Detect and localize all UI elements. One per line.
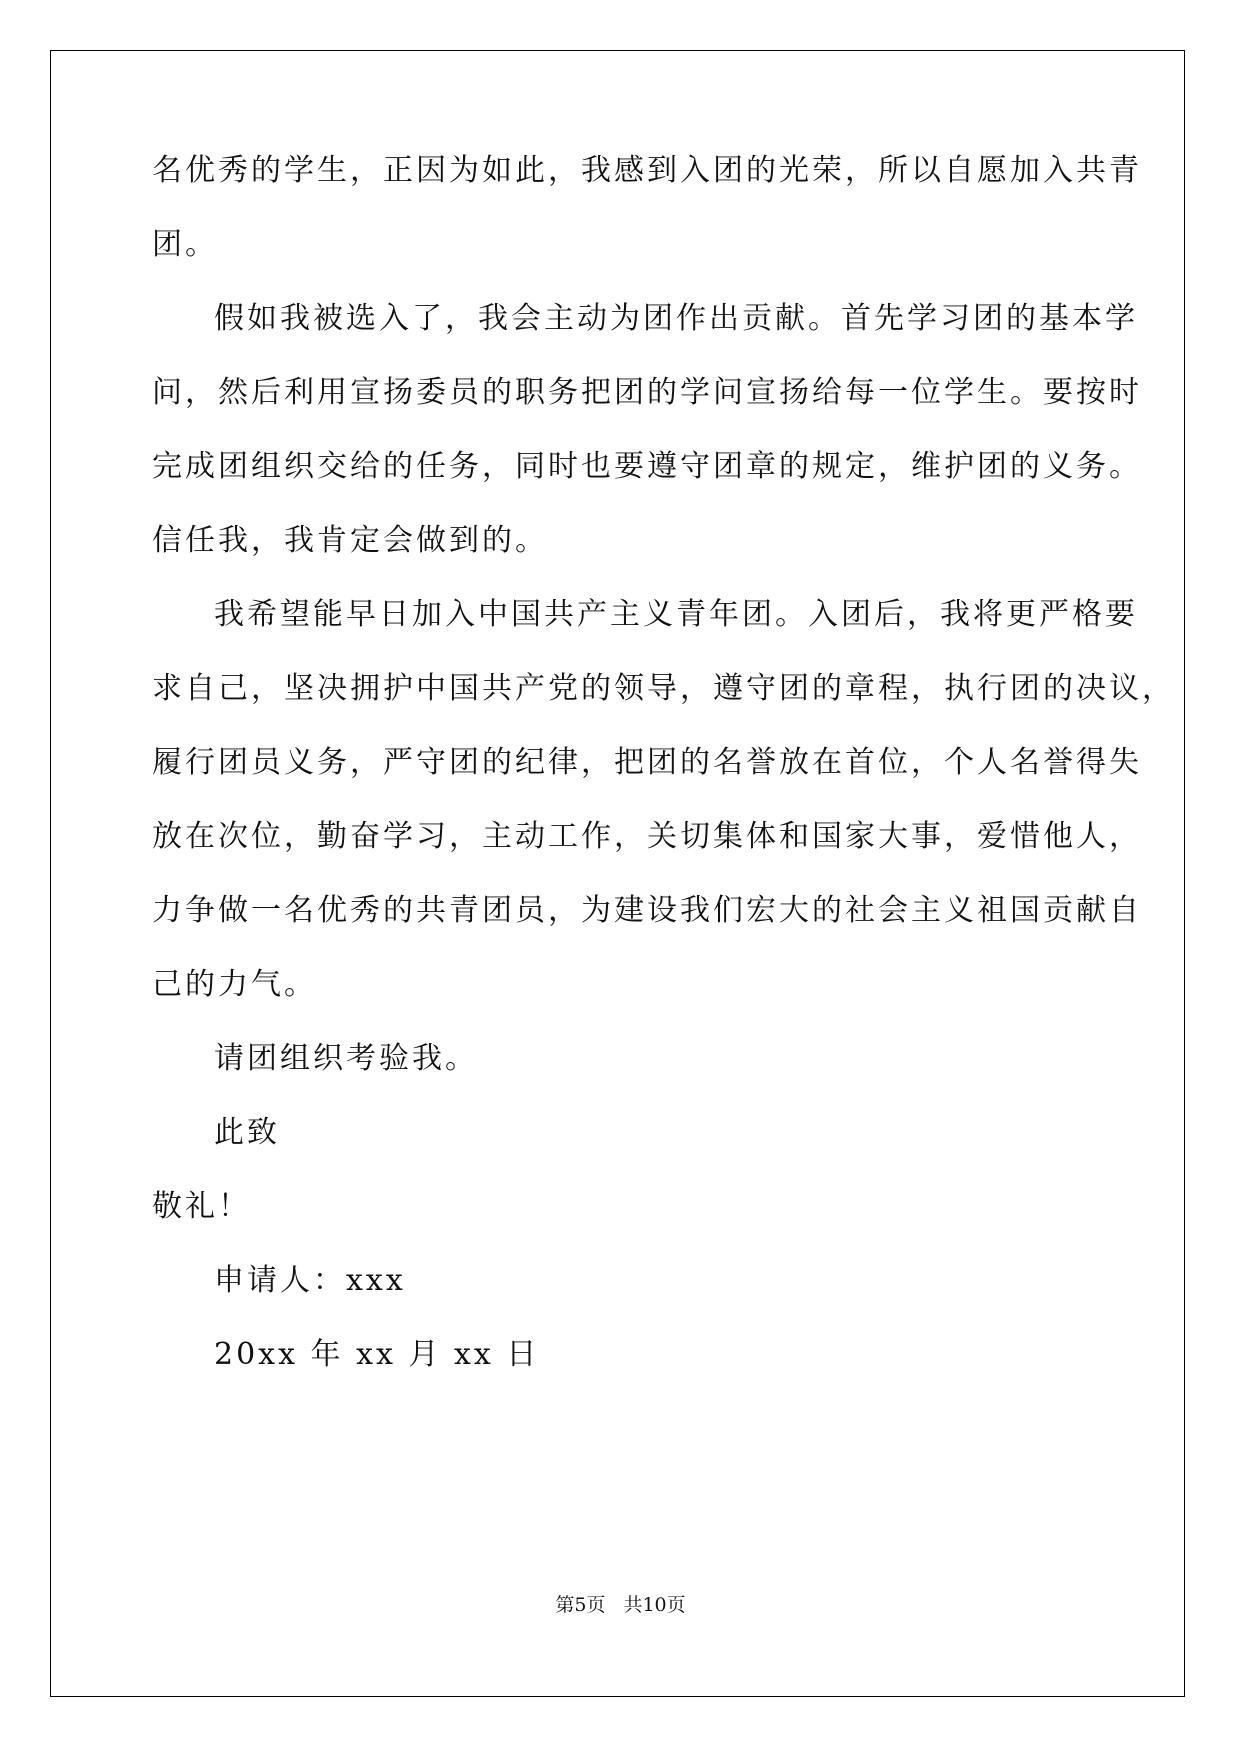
- body-line-10: 放在次位，勤奋学习，主动工作，关切集体和国家大事，爱惜他人，: [152, 819, 1142, 854]
- closing-salutation: 此致: [214, 1115, 280, 1150]
- body-line-1: 名优秀的学生，正因为如此，我感到入团的光荣，所以自愿加入共青: [152, 153, 1142, 188]
- applicant-signature: 申请人：xxx: [214, 1263, 406, 1298]
- body-line-13: 请团组织考验我。: [214, 1041, 478, 1076]
- page-border: [50, 50, 1185, 1697]
- body-line-4: 问，然后利用宣扬委员的职务把团的学问宣扬给每一位学生。要按时: [152, 375, 1142, 410]
- body-line-7: 我希望能早日加入中国共产主义青年团。入团后，我将更严格要: [214, 597, 1138, 632]
- body-line-11: 力争做一名优秀的共青团员，为建设我们宏大的社会主义祖国贡献自: [152, 893, 1142, 928]
- body-line-8: 求自己，坚决拥护中国共产党的领导，遵守团的章程，执行团的决议，: [152, 671, 1175, 706]
- body-line-12: 己的力气。: [152, 967, 317, 1002]
- body-line-9: 履行团员义务，严守团的纪律，把团的名誉放在首位，个人名誉得失: [152, 745, 1142, 780]
- closing-regards: 敬礼！: [152, 1189, 251, 1224]
- body-line-5: 完成团组织交给的任务，同时也要遵守团章的规定，维护团的义务。: [152, 449, 1142, 484]
- page-number-current: 第5页: [555, 1594, 606, 1616]
- body-line-6: 信任我，我肯定会做到的。: [152, 523, 548, 558]
- date-line: 20xx 年 xx 月 xx 日: [214, 1337, 540, 1372]
- body-line-2: 团。: [152, 227, 218, 262]
- page-footer: [0, 1592, 1241, 1618]
- page-number-total: 共10页: [623, 1594, 686, 1616]
- body-line-3: 假如我被选入了，我会主动为团作出贡献。首先学习团的基本学: [214, 301, 1138, 336]
